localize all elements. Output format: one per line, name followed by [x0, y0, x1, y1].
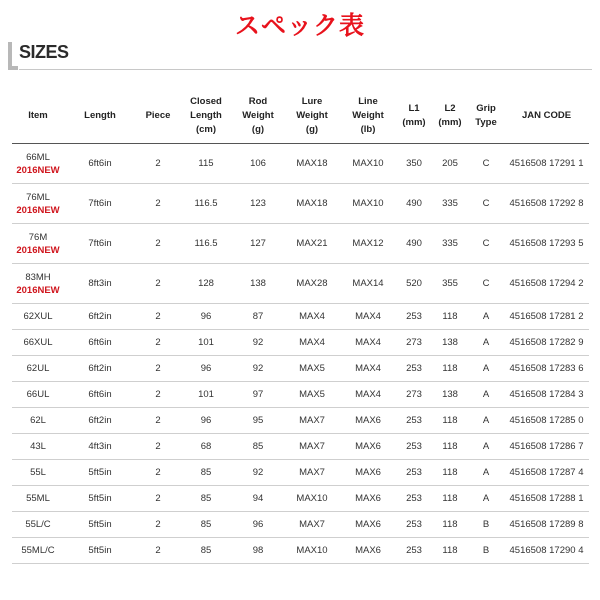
cell-grip-type: C: [468, 224, 504, 264]
cell-lure-weight: MAX10: [284, 538, 340, 564]
cell-piece: 2: [136, 486, 180, 512]
cell-length: 6ft2in: [64, 356, 136, 382]
spec-table-banner: スペック表: [234, 11, 365, 40]
item-model: 55L/C: [25, 519, 51, 530]
cell-line-weight: MAX10: [340, 184, 396, 224]
cell-jan-code: 4516508 17292 8: [504, 184, 589, 224]
cell-length: 4ft3in: [64, 434, 136, 460]
cell-l2: 118: [432, 304, 468, 330]
cell-grip-type: B: [468, 538, 504, 564]
new-badge: 2016NEW: [16, 284, 60, 296]
cell-l2: 138: [432, 330, 468, 356]
cell-length: 6ft6in: [64, 382, 136, 408]
cell-length: 7ft6in: [64, 224, 136, 264]
item-model: 62L: [30, 415, 46, 426]
item-model: 62XUL: [23, 311, 53, 322]
table-row: [12, 408, 589, 434]
cell-rod-weight: 92: [232, 330, 284, 356]
cell-closed-length: 85: [180, 538, 232, 564]
table-row: [12, 434, 589, 460]
cell-line-weight: MAX12: [340, 224, 396, 264]
item-model: 55L: [30, 467, 46, 478]
item-model: 66ML: [26, 151, 50, 163]
cell-rod-weight: 92: [232, 356, 284, 382]
sizes-section-header: [8, 40, 592, 72]
table-row: [12, 264, 589, 304]
cell-piece: 2: [136, 382, 180, 408]
cell-l1: 253: [396, 460, 432, 486]
cell-jan-code: 4516508 17281 2: [504, 304, 589, 330]
cell-line-weight: MAX10: [340, 144, 396, 184]
cell-closed-length: 96: [180, 408, 232, 434]
cell-l2: 138: [432, 382, 468, 408]
cell-rod-weight: 123: [232, 184, 284, 224]
cell-item: [12, 224, 64, 264]
cell-length: 5ft5in: [64, 538, 136, 564]
cell-l1: 253: [396, 538, 432, 564]
cell-closed-length: 85: [180, 460, 232, 486]
cell-lure-weight: MAX10: [284, 486, 340, 512]
cell-l2: 118: [432, 460, 468, 486]
cell-l1: 253: [396, 408, 432, 434]
cell-length: 5ft5in: [64, 512, 136, 538]
item-model: 83MH: [25, 271, 51, 283]
cell-line-weight: MAX4: [340, 382, 396, 408]
col-header-lure-weight: Lure Weight (g): [284, 89, 340, 144]
cell-line-weight: MAX6: [340, 460, 396, 486]
cell-item: [12, 264, 64, 304]
cell-closed-length: 85: [180, 486, 232, 512]
cell-closed-length: 85: [180, 512, 232, 538]
cell-length: 5ft5in: [64, 460, 136, 486]
cell-lure-weight: MAX28: [284, 264, 340, 304]
item-model: 76ML: [26, 191, 50, 203]
cell-grip-type: A: [468, 356, 504, 382]
spec-table: [12, 89, 589, 564]
cell-lure-weight: MAX21: [284, 224, 340, 264]
cell-rod-weight: 96: [232, 512, 284, 538]
cell-closed-length: 115: [180, 144, 232, 184]
cell-l1: 490: [396, 184, 432, 224]
cell-line-weight: MAX14: [340, 264, 396, 304]
cell-rod-weight: 98: [232, 538, 284, 564]
cell-l1: 520: [396, 264, 432, 304]
col-header-length: Length: [64, 89, 136, 144]
cell-rod-weight: 97: [232, 382, 284, 408]
cell-piece: 2: [136, 434, 180, 460]
cell-closed-length: 101: [180, 330, 232, 356]
col-header-l1: L1 (mm): [396, 89, 432, 144]
header-row: [12, 89, 589, 144]
cell-lure-weight: MAX18: [284, 184, 340, 224]
table-row: [12, 382, 589, 408]
item-model: 76M: [28, 231, 48, 243]
col-header-item: Item: [12, 89, 64, 144]
cell-closed-length: 68: [180, 434, 232, 460]
item-model: 66XUL: [23, 337, 53, 348]
cell-length: 7ft6in: [64, 184, 136, 224]
cell-jan-code: 4516508 17289 8: [504, 512, 589, 538]
new-badge: 2016NEW: [16, 164, 60, 176]
table-row: [12, 144, 589, 184]
cell-item: [12, 144, 64, 184]
cell-l2: 355: [432, 264, 468, 304]
cell-jan-code: 4516508 17285 0: [504, 408, 589, 434]
cell-line-weight: MAX6: [340, 538, 396, 564]
cell-grip-type: A: [468, 460, 504, 486]
cell-lure-weight: MAX7: [284, 512, 340, 538]
cell-grip-type: C: [468, 264, 504, 304]
cell-item: [12, 304, 64, 330]
col-header-jan-code: JAN CODE: [504, 89, 589, 144]
table-row: [12, 512, 589, 538]
sizes-title: SIZES: [19, 42, 69, 62]
cell-lure-weight: MAX5: [284, 382, 340, 408]
cell-l1: 490: [396, 224, 432, 264]
cell-line-weight: MAX4: [340, 356, 396, 382]
cell-piece: 2: [136, 144, 180, 184]
section-divider: [19, 69, 592, 70]
cell-jan-code: 4516508 17288 1: [504, 486, 589, 512]
cell-lure-weight: MAX18: [284, 144, 340, 184]
cell-jan-code: 4516508 17284 3: [504, 382, 589, 408]
table-row: [12, 538, 589, 564]
cell-grip-type: A: [468, 408, 504, 434]
cell-piece: 2: [136, 538, 180, 564]
item-model: 55ML: [26, 493, 50, 504]
cell-grip-type: A: [468, 304, 504, 330]
table-row: [12, 486, 589, 512]
cell-grip-type: A: [468, 486, 504, 512]
cell-l1: 253: [396, 434, 432, 460]
cell-item: [12, 486, 64, 512]
cell-line-weight: MAX4: [340, 330, 396, 356]
col-header-piece: Piece: [136, 89, 180, 144]
item-model: 43L: [30, 441, 46, 452]
cell-l1: 273: [396, 382, 432, 408]
cell-jan-code: 4516508 17283 6: [504, 356, 589, 382]
cell-length: 8ft3in: [64, 264, 136, 304]
cell-piece: 2: [136, 304, 180, 330]
cell-jan-code: 4516508 17294 2: [504, 264, 589, 304]
cell-lure-weight: MAX4: [284, 304, 340, 330]
cell-length: 6ft2in: [64, 304, 136, 330]
col-header-closed-length: Closed Length (cm): [180, 89, 232, 144]
cell-closed-length: 96: [180, 356, 232, 382]
cell-piece: 2: [136, 512, 180, 538]
cell-item: [12, 512, 64, 538]
cell-line-weight: MAX6: [340, 512, 396, 538]
cell-lure-weight: MAX5: [284, 356, 340, 382]
cell-grip-type: A: [468, 330, 504, 356]
cell-closed-length: 101: [180, 382, 232, 408]
cell-jan-code: 4516508 17282 9: [504, 330, 589, 356]
new-badge: 2016NEW: [16, 244, 60, 256]
cell-rod-weight: 106: [232, 144, 284, 184]
cell-piece: 2: [136, 224, 180, 264]
cell-closed-length: 116.5: [180, 184, 232, 224]
cell-l2: 335: [432, 184, 468, 224]
cell-item: [12, 434, 64, 460]
cell-jan-code: 4516508 17290 4: [504, 538, 589, 564]
cell-grip-type: A: [468, 434, 504, 460]
cell-l1: 350: [396, 144, 432, 184]
table-row: [12, 304, 589, 330]
cell-rod-weight: 95: [232, 408, 284, 434]
table-row: [12, 184, 589, 224]
cell-item: [12, 184, 64, 224]
col-header-line-weight: Line Weight (lb): [340, 89, 396, 144]
cell-l2: 118: [432, 356, 468, 382]
cell-lure-weight: MAX7: [284, 460, 340, 486]
cell-grip-type: B: [468, 512, 504, 538]
cell-piece: 2: [136, 330, 180, 356]
table-row: [12, 224, 589, 264]
cell-rod-weight: 87: [232, 304, 284, 330]
cell-jan-code: 4516508 17291 1: [504, 144, 589, 184]
cell-rod-weight: 138: [232, 264, 284, 304]
cell-l1: 253: [396, 512, 432, 538]
cell-item: [12, 356, 64, 382]
cell-item: [12, 330, 64, 356]
cell-line-weight: MAX6: [340, 408, 396, 434]
cell-l2: 205: [432, 144, 468, 184]
cell-l2: 118: [432, 408, 468, 434]
cell-grip-type: C: [468, 144, 504, 184]
col-header-grip-type: Grip Type: [468, 89, 504, 144]
item-model: 66UL: [26, 389, 50, 400]
cell-rod-weight: 127: [232, 224, 284, 264]
cell-piece: 2: [136, 184, 180, 224]
cell-lure-weight: MAX7: [284, 434, 340, 460]
cell-rod-weight: 94: [232, 486, 284, 512]
cell-l2: 118: [432, 538, 468, 564]
cell-length: 6ft6in: [64, 330, 136, 356]
table-row: [12, 460, 589, 486]
table-row: [12, 356, 589, 382]
cell-jan-code: 4516508 17286 7: [504, 434, 589, 460]
cell-l1: 253: [396, 356, 432, 382]
cell-piece: 2: [136, 264, 180, 304]
cell-item: [12, 460, 64, 486]
cell-l2: 118: [432, 434, 468, 460]
col-header-l2: L2 (mm): [432, 89, 468, 144]
cell-piece: 2: [136, 460, 180, 486]
cell-closed-length: 128: [180, 264, 232, 304]
col-header-rod-weight: Rod Weight (g): [232, 89, 284, 144]
cell-line-weight: MAX4: [340, 304, 396, 330]
cell-length: 6ft6in: [64, 144, 136, 184]
cell-l1: 253: [396, 304, 432, 330]
new-badge: 2016NEW: [16, 204, 60, 216]
cell-closed-length: 96: [180, 304, 232, 330]
table-row: [12, 330, 589, 356]
cell-closed-length: 116.5: [180, 224, 232, 264]
corner-bracket-icon: [8, 42, 18, 70]
cell-lure-weight: MAX7: [284, 408, 340, 434]
cell-length: 6ft2in: [64, 408, 136, 434]
cell-grip-type: A: [468, 382, 504, 408]
cell-l2: 118: [432, 512, 468, 538]
cell-l1: 253: [396, 486, 432, 512]
cell-piece: 2: [136, 408, 180, 434]
cell-line-weight: MAX6: [340, 434, 396, 460]
cell-item: [12, 382, 64, 408]
spec-table-body: [12, 144, 589, 564]
item-model: 62UL: [26, 363, 50, 374]
cell-length: 5ft5in: [64, 486, 136, 512]
cell-jan-code: 4516508 17287 4: [504, 460, 589, 486]
cell-l2: 118: [432, 486, 468, 512]
cell-piece: 2: [136, 356, 180, 382]
cell-rod-weight: 92: [232, 460, 284, 486]
cell-l2: 335: [432, 224, 468, 264]
cell-lure-weight: MAX4: [284, 330, 340, 356]
cell-line-weight: MAX6: [340, 486, 396, 512]
cell-l1: 273: [396, 330, 432, 356]
item-model: 55ML/C: [21, 545, 55, 556]
cell-grip-type: C: [468, 184, 504, 224]
cell-rod-weight: 85: [232, 434, 284, 460]
cell-item: [12, 538, 64, 564]
cell-jan-code: 4516508 17293 5: [504, 224, 589, 264]
cell-item: [12, 408, 64, 434]
